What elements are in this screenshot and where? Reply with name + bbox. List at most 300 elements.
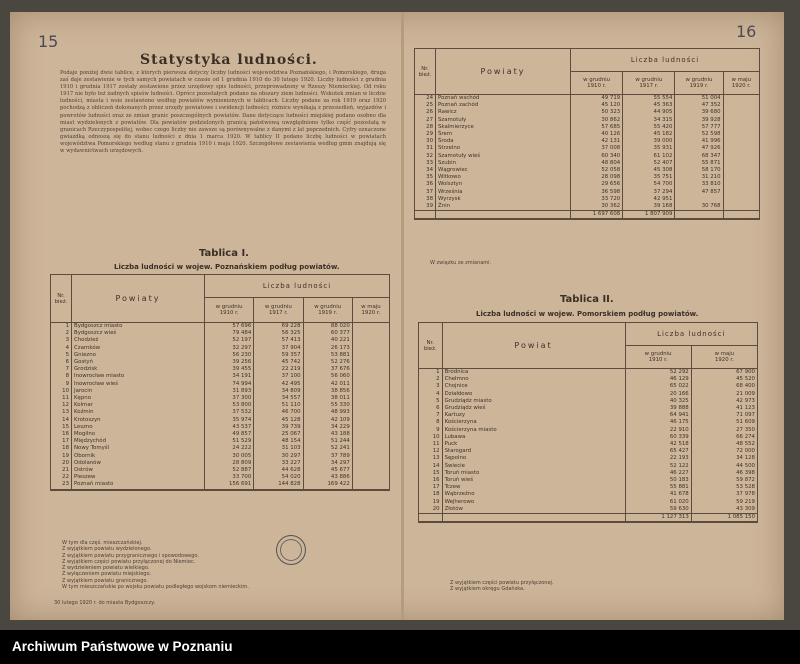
- row-number: 26: [415, 109, 436, 116]
- county-name: Sępolno: [442, 455, 625, 462]
- county-name: Poznań miasto: [72, 481, 205, 489]
- row-number: 33: [415, 160, 436, 167]
- population-value: 31 893: [205, 388, 254, 395]
- population-value: 34 229: [303, 424, 352, 431]
- row-number: 19: [419, 499, 443, 506]
- population-value: [352, 481, 389, 489]
- county-name: Chojnice: [442, 383, 625, 390]
- population-value: 47 352: [675, 102, 723, 109]
- row-number: 10: [51, 388, 72, 395]
- t1c-col-county: Powiaty: [436, 49, 571, 95]
- population-value: 45 742: [254, 359, 303, 366]
- row-number: 17: [51, 438, 72, 445]
- population-value: 41 678: [625, 491, 691, 498]
- row-number: 12: [51, 402, 72, 409]
- row-number: 6: [51, 359, 72, 366]
- population-value: [723, 102, 759, 109]
- population-value: 35 751: [623, 174, 675, 181]
- population-value: 34 809: [254, 388, 303, 395]
- county-name: Kartuzy: [442, 412, 625, 419]
- t1c-col-nr: Nr. bież.: [415, 49, 436, 95]
- population-value: [723, 153, 759, 160]
- population-value: 44 628: [254, 467, 303, 474]
- population-value: 38 856: [303, 388, 352, 395]
- population-value: [352, 366, 389, 373]
- table-row: [415, 203, 760, 211]
- table-row: [419, 477, 758, 484]
- table-row: [415, 153, 760, 160]
- population-value: 30 362: [571, 203, 623, 211]
- population-value: 33 227: [254, 460, 303, 467]
- table-row: [419, 470, 758, 477]
- population-value: 48 154: [254, 438, 303, 445]
- county-name: Poznań zachód: [436, 102, 571, 109]
- population-value: 49 857: [205, 431, 254, 438]
- row-number: 1: [51, 323, 72, 331]
- population-value: 47 926: [675, 145, 723, 152]
- population-value: 61 020: [625, 499, 691, 506]
- population-value: 79 484: [205, 330, 254, 337]
- row-number: 39: [415, 203, 436, 211]
- table-row: [51, 352, 390, 359]
- population-value: 41 123: [691, 405, 757, 412]
- population-value: 55 420: [623, 124, 675, 131]
- footnote: Z wydzieleniem powiatu wielkiego.: [62, 565, 150, 572]
- population-value: 59 872: [691, 477, 757, 484]
- table-row: [51, 402, 390, 409]
- row-number: 31: [415, 145, 436, 152]
- population-value: 55 871: [675, 160, 723, 167]
- population-value: 48 552: [691, 441, 757, 448]
- table1-subtitle: Liczba ludności w wojew. Poznańskiem podług powiatów.: [114, 263, 340, 271]
- t1c-col-d3: w grudniu 1919 r.: [675, 72, 723, 95]
- row-number: 9: [51, 381, 72, 388]
- population-value: 30 862: [571, 117, 623, 124]
- county-name: Inowrocław wieś: [72, 381, 205, 388]
- total-value: 1 127 313: [625, 514, 691, 523]
- population-value: [352, 402, 389, 409]
- row-number: 5: [51, 352, 72, 359]
- population-value: 52 058: [571, 167, 623, 174]
- population-value: 45 128: [254, 417, 303, 424]
- table-row: [51, 417, 390, 424]
- population-value: 29 656: [571, 181, 623, 188]
- population-value: 55 330: [303, 402, 352, 409]
- population-value: 60 340: [571, 153, 623, 160]
- county-name: Toruń wieś: [442, 477, 625, 484]
- table-row: [51, 460, 390, 467]
- population-value: 57 685: [571, 124, 623, 131]
- t1-col-nr: Nr. bież.: [51, 275, 72, 323]
- t1c-col-d4: w maju 1920 r.: [723, 72, 759, 95]
- table-row: [419, 434, 758, 441]
- population-value: 52 598: [675, 131, 723, 138]
- row-number: 20: [51, 460, 72, 467]
- population-value: 45 182: [623, 131, 675, 138]
- row-number: 38: [415, 196, 436, 203]
- county-name: Chodzież: [72, 337, 205, 344]
- population-value: 44 905: [623, 109, 675, 116]
- t1-col-group: Liczba ludności: [205, 275, 390, 298]
- population-value: [723, 167, 759, 174]
- total-value: 1 807 909: [623, 211, 675, 220]
- county-name: Witkowo: [436, 174, 571, 181]
- table-row: [51, 395, 390, 402]
- t1-col-d2: w grudniu 1917 r.: [254, 298, 303, 323]
- table-row: [51, 445, 390, 452]
- row-number: 34: [415, 167, 436, 174]
- population-value: 45 363: [623, 102, 675, 109]
- intro-paragraph: Podaje poniżej dwie tablice, z których pierwsza dotyczy liczby ludności województwa Poznańskiego, i Pomorskiego, druga zaś daje zestawienie w tych samych powiatach w czasie od 1 grudnia 1910 do 30 lutego 1920. Liczby ludności z grudnia 1910 i grudnia 1917 zostały zestawione przez urzędowy spis ludności, przeprowadzony w Rzeszy Niemieckiej. Od roku 1917 nie było też żadnych spisów ludności. Oprócz pozostałych podano na obszary ziem ludności. Wskutek zmian w liczbie ludności, miasta i wsie zestawiono według powiatów wymienionych w tablicach. Liczby podane za rok 1919 oraz 1920 pochodzą z obliczeń dokonanych przez urzędy powiatowe i ewidencji ludności; różnice wynikają z przesiedleń, wyjazdów i powrotów ludności oraz ze zmian granic poszczególnych powiatów. Dane dotyczące ludności miejskiej podano osobno dla miast wydzielonych z powiatów. Dla powiatów podzielonych granicą państwową uwzględniono tylko część pozostałą w granicach Rzeczypospolitej, wobec czego liczby nie zawsze są porównywalne z danymi z lat poprzednich. Cyfry oznaczone gwiazdką odnoszą się do stanu ludności z dnia 1 marca 1920. W tablicy II podano liczbę ludności w powiatach województwa Pomorskiego według stanu z grudnia 1910 i maja 1920. Szczegółowe zestawienia według gmin znajdują się w wydawnictwach urzędowych.: [60, 70, 386, 155]
- population-value: 52 276: [303, 359, 352, 366]
- population-value: 37 904: [254, 345, 303, 352]
- population-value: 37 294: [623, 189, 675, 196]
- county-name: Bydgoszcz miasto: [72, 323, 205, 331]
- table2-footnotes: [450, 580, 750, 593]
- population-value: [723, 189, 759, 196]
- table-row: [419, 441, 758, 448]
- row-number: 18: [419, 491, 443, 498]
- population-value: 31 103: [254, 445, 303, 452]
- row-number: 28: [415, 124, 436, 131]
- population-value: 54 020: [254, 474, 303, 481]
- row-number: 14: [51, 417, 72, 424]
- total-value: [723, 211, 759, 220]
- population-value: 42 951: [623, 196, 675, 203]
- population-value: 39 168: [623, 203, 675, 211]
- table-row: [51, 388, 390, 395]
- population-value: [352, 323, 389, 331]
- population-value: 57 696: [205, 323, 254, 331]
- table1-footnotes: [62, 540, 382, 590]
- county-name: Toruń miasto: [442, 470, 625, 477]
- table-row: [51, 453, 390, 460]
- county-name: Tczew: [442, 484, 625, 491]
- population-value: 59 630: [625, 506, 691, 514]
- population-value: 37 300: [205, 395, 254, 402]
- population-value: 30 768: [675, 203, 723, 211]
- population-value: 60 339: [625, 434, 691, 441]
- row-number: 16: [51, 431, 72, 438]
- t1c-col-group: Liczba ludności: [571, 49, 760, 72]
- population-value: 52 122: [625, 463, 691, 470]
- footnote: Z wyjątkiem okręgu Gdańska.: [450, 586, 525, 593]
- row-number: 8: [419, 419, 443, 426]
- population-value: 37 100: [254, 373, 303, 380]
- population-value: 55 881: [625, 484, 691, 491]
- population-value: 47 857: [675, 189, 723, 196]
- footnote: W tym mieszczańskie po wojsku powiatu podległego wojskom niemieckim.: [62, 584, 249, 591]
- population-value: 71 097: [691, 412, 757, 419]
- population-value: 52 292: [625, 369, 691, 377]
- population-value: 58 170: [675, 167, 723, 174]
- population-value: 59 219: [691, 499, 757, 506]
- population-value: 69 228: [254, 323, 303, 331]
- county-name: Grudziądz miasto: [442, 398, 625, 405]
- row-number: 24: [415, 95, 436, 103]
- population-value: 37 676: [303, 366, 352, 373]
- table-row: [419, 405, 758, 412]
- county-name: Złotów: [442, 506, 625, 514]
- county-name: Szubin: [436, 160, 571, 167]
- population-value: 46 227: [625, 470, 691, 477]
- county-name: Kępno: [72, 395, 205, 402]
- population-value: 42 011: [303, 381, 352, 388]
- row-number: 11: [419, 441, 443, 448]
- table-row: [419, 463, 758, 470]
- table-row: [415, 109, 760, 116]
- population-value: 72 000: [691, 448, 757, 455]
- population-value: 37 008: [571, 145, 623, 152]
- table-row: [51, 381, 390, 388]
- county-name: Bydgoszcz wieś: [72, 330, 205, 337]
- table-row: [51, 366, 390, 373]
- population-value: 74 994: [205, 381, 254, 388]
- right-page: [410, 12, 780, 620]
- population-value: [352, 345, 389, 352]
- county-name: Mogilno: [72, 431, 205, 438]
- table-row: [415, 181, 760, 188]
- table1-continued: [414, 48, 760, 220]
- population-value: [352, 438, 389, 445]
- county-name: Kościerzyna: [442, 419, 625, 426]
- row-number: 3: [419, 383, 443, 390]
- table2-subtitle: Liczba ludności w wojew. Pomorskiem podług powiatów.: [476, 310, 699, 318]
- population-value: 50 323: [571, 109, 623, 116]
- table-row: [415, 196, 760, 203]
- population-value: 20 166: [625, 391, 691, 398]
- county-name: Grodzisk: [72, 366, 205, 373]
- population-value: 54 700: [623, 181, 675, 188]
- population-value: [352, 395, 389, 402]
- table-row: [419, 455, 758, 462]
- county-name: Brodnica: [442, 369, 625, 377]
- population-value: 52 197: [205, 337, 254, 344]
- population-value: 56 060: [303, 373, 352, 380]
- table-row: [419, 391, 758, 398]
- archive-footer: [0, 630, 800, 664]
- county-name: Kolmar: [72, 402, 205, 409]
- population-value: 46 700: [254, 409, 303, 416]
- population-value: 51 004: [675, 95, 723, 103]
- population-value: [723, 117, 759, 124]
- population-value: 42 518: [625, 441, 691, 448]
- population-value: 42 973: [691, 398, 757, 405]
- population-value: 39 000: [623, 138, 675, 145]
- population-value: [723, 181, 759, 188]
- population-value: 53 800: [205, 402, 254, 409]
- population-value: [352, 352, 389, 359]
- population-value: [723, 109, 759, 116]
- total-value: [675, 211, 723, 220]
- page-fold: [401, 12, 404, 620]
- row-number: 6: [419, 405, 443, 412]
- left-page: [14, 12, 394, 620]
- population-value: 30 005: [205, 453, 254, 460]
- population-value: 67 900: [691, 369, 757, 377]
- population-value: 65 022: [625, 383, 691, 390]
- county-name: Działdowo: [442, 391, 625, 398]
- population-value: 66 274: [691, 434, 757, 441]
- table-row: [51, 467, 390, 474]
- county-name: Świecie: [442, 463, 625, 470]
- table-row: [51, 337, 390, 344]
- population-value: 45 120: [571, 102, 623, 109]
- population-value: 37 789: [303, 453, 352, 460]
- table-row: [51, 345, 390, 352]
- population-value: [352, 373, 389, 380]
- population-value: [352, 474, 389, 481]
- t2-col-d1: w grudniu 1910 r.: [625, 346, 691, 369]
- population-value: [352, 467, 389, 474]
- population-value: 156 691: [205, 481, 254, 489]
- population-value: 33 810: [675, 181, 723, 188]
- population-value: 52 241: [303, 445, 352, 452]
- county-name: Nowy Tomyśl: [72, 445, 205, 452]
- population-value: [352, 445, 389, 452]
- population-value: 55 554: [623, 95, 675, 103]
- population-value: 34 557: [254, 395, 303, 402]
- population-value: 46 398: [691, 470, 757, 477]
- population-value: 33 720: [571, 196, 623, 203]
- population-value: 41 996: [675, 138, 723, 145]
- population-value: 64 941: [625, 412, 691, 419]
- population-value: 42 131: [571, 138, 623, 145]
- county-name: Września: [436, 189, 571, 196]
- population-value: 65 427: [625, 448, 691, 455]
- county-name: Puck: [442, 441, 625, 448]
- row-number: 21: [51, 467, 72, 474]
- row-number: 10: [419, 434, 443, 441]
- county-name: Czarnków: [72, 345, 205, 352]
- population-value: 60 377: [303, 330, 352, 337]
- county-name: Wolsztyn: [436, 181, 571, 188]
- county-name: Rawicz: [436, 109, 571, 116]
- population-value: [352, 381, 389, 388]
- county-name: Poznań wschód: [436, 95, 571, 103]
- population-value: 39 928: [675, 117, 723, 124]
- population-value: 27 350: [691, 427, 757, 434]
- table2-title: Tablica II.: [560, 294, 614, 305]
- footnote: Z wyłączeniem powiatu miejskiego.: [62, 571, 152, 578]
- county-name: Wejherowo: [442, 499, 625, 506]
- population-value: 24 222: [205, 445, 254, 452]
- population-value: 34 297: [303, 460, 352, 467]
- population-value: [352, 409, 389, 416]
- population-value: 45 520: [691, 376, 757, 383]
- county-name: Skalmierzyce: [436, 124, 571, 131]
- row-number: 3: [51, 337, 72, 344]
- table-row: [415, 167, 760, 174]
- county-name: Międzychód: [72, 438, 205, 445]
- row-number: 2: [51, 330, 72, 337]
- county-name: Pleszew: [72, 474, 205, 481]
- total-value: 1 697 608: [571, 211, 623, 220]
- row-number: 9: [419, 427, 443, 434]
- population-value: 48 993: [303, 409, 352, 416]
- county-name: Gniezno: [72, 352, 205, 359]
- population-value: 52 407: [623, 160, 675, 167]
- population-value: [352, 460, 389, 467]
- population-value: 32 297: [205, 345, 254, 352]
- county-name: Kościerzyna miasto: [442, 427, 625, 434]
- table-row: [419, 419, 758, 426]
- row-number: 7: [51, 366, 72, 373]
- population-value: [352, 388, 389, 395]
- population-value: 51 529: [205, 438, 254, 445]
- table-row: [419, 491, 758, 498]
- t2-col-county: Powiat: [442, 323, 625, 369]
- population-value: 42 109: [303, 417, 352, 424]
- table-row: [419, 369, 758, 377]
- population-value: 34 315: [623, 117, 675, 124]
- table-row: [51, 424, 390, 431]
- population-value: 39 888: [625, 405, 691, 412]
- table-row: [419, 376, 758, 383]
- row-number: 22: [51, 474, 72, 481]
- population-value: 45 308: [623, 167, 675, 174]
- population-value: [352, 417, 389, 424]
- archive-name: Archiwum Państwowe w Poznaniu: [12, 639, 233, 654]
- table1: [50, 274, 390, 491]
- population-value: 53 881: [303, 352, 352, 359]
- t1c-col-d2: w grudniu 1917 r.: [623, 72, 675, 95]
- footnote: Z wyjątkiem powiatu wydzielonego.: [62, 546, 152, 553]
- population-value: 39 680: [675, 109, 723, 116]
- population-value: 40 325: [625, 398, 691, 405]
- population-value: 144 828: [254, 481, 303, 489]
- t2-col-group: Liczba ludności: [625, 323, 757, 346]
- row-number: 12: [419, 448, 443, 455]
- population-value: [352, 359, 389, 366]
- population-value: 68 400: [691, 383, 757, 390]
- population-value: 68 347: [675, 153, 723, 160]
- county-name: Śrem: [436, 131, 571, 138]
- population-value: 56 230: [205, 352, 254, 359]
- row-number: 15: [51, 424, 72, 431]
- table-row: [419, 506, 758, 514]
- population-value: [352, 330, 389, 337]
- row-number: 20: [419, 506, 443, 514]
- population-value: [723, 174, 759, 181]
- population-value: 46 129: [625, 376, 691, 383]
- population-value: 45 677: [303, 467, 352, 474]
- county-name: Ostrów: [72, 467, 205, 474]
- population-value: 33 700: [205, 474, 254, 481]
- population-value: 25 067: [254, 431, 303, 438]
- row-number: 17: [419, 484, 443, 491]
- row-number: 11: [51, 395, 72, 402]
- row-number: 23: [51, 481, 72, 489]
- county-name: Krotoszyn: [72, 417, 205, 424]
- footnote: Z wyjątkiem powiatu przygranicznego i spowodowego.: [62, 552, 199, 559]
- population-value: 22 219: [254, 366, 303, 373]
- population-value: 39 455: [205, 366, 254, 373]
- population-value: 34 128: [691, 455, 757, 462]
- table-row: [415, 117, 760, 124]
- population-value: 53 528: [691, 484, 757, 491]
- t1-col-d1: w grudniu 1910 r.: [205, 298, 254, 323]
- table-row: [419, 427, 758, 434]
- population-value: [723, 95, 759, 103]
- county-name: Starogard: [442, 448, 625, 455]
- page-title: Statystyka ludności.: [140, 52, 318, 68]
- population-value: 35 974: [205, 417, 254, 424]
- county-name: Lubawa: [442, 434, 625, 441]
- row-number: 27: [415, 117, 436, 124]
- population-value: 28 809: [205, 460, 254, 467]
- population-value: 50 183: [625, 477, 691, 484]
